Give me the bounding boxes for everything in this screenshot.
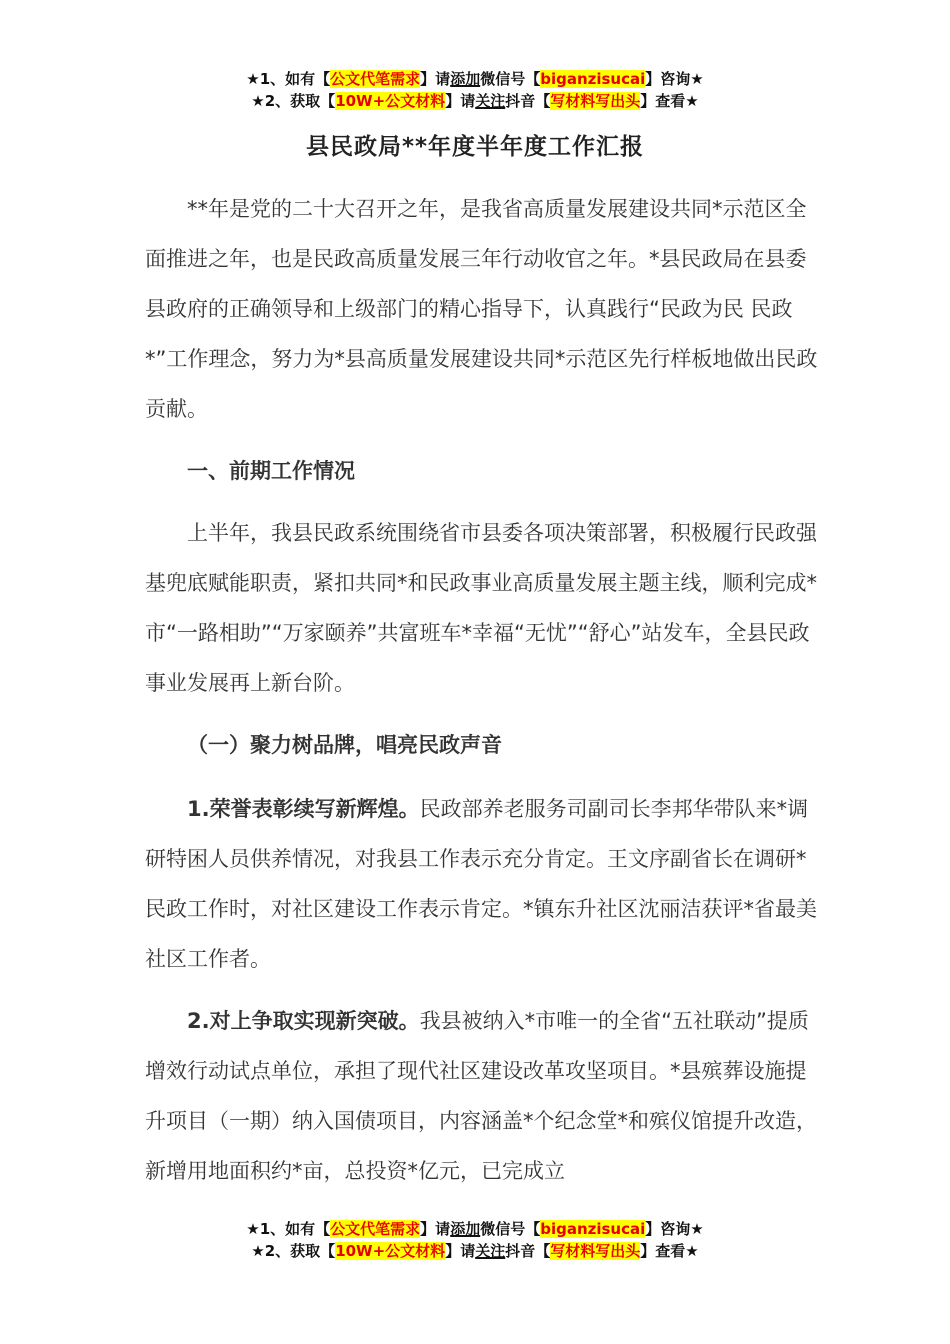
section-paragraph: 上半年，我县民政系统围绕省市县委各项决策部署，积极履行民政强基兜底赋能职责，紧扣共同*和民政事业高质量发展主题主线，顺利完成*市“一路相助”“万家颐养”共富班车*幸福“无忧”“舒心”站发车，全县民政事业发展再上新台阶。 — [145, 521, 817, 695]
header-banner — [0, 68, 950, 112]
banner-text: 】请 — [420, 1220, 451, 1238]
banner-text: 抖音【 — [505, 92, 551, 110]
section-1-paragraph-block — [145, 508, 825, 708]
banner-text: 】请 — [445, 1242, 476, 1260]
footer-banner — [0, 1218, 950, 1262]
banner-highlight-douyin: 写材料写出头 — [550, 92, 641, 110]
banner-line-1 — [0, 68, 950, 90]
banner-text: 】请 — [445, 92, 476, 110]
section-1-block — [145, 446, 825, 496]
item-2-block — [145, 996, 825, 1196]
banner-text: 微信号【 — [480, 70, 541, 88]
banner-text: 微信号【 — [480, 1220, 541, 1238]
banner-highlight-service: 公文代笔需求 — [330, 1220, 421, 1238]
banner-text: 】查看★ — [640, 92, 699, 110]
item-lead: 2.对上争取实现新突破。 — [187, 1009, 420, 1033]
banner-underline: 关注 — [475, 1242, 506, 1260]
list-item — [145, 996, 825, 1196]
banner-underline: 添加 — [450, 1220, 481, 1238]
document-title: 县民政局**年度半年度工作汇报 — [305, 134, 645, 160]
subsection-block — [145, 720, 825, 770]
banner-highlight-wechat: biganzisucai — [540, 70, 646, 88]
banner-highlight-douyin: 写材料写出头 — [550, 1242, 641, 1260]
banner-line-2 — [0, 90, 950, 112]
banner-text: 】咨询★ — [645, 1220, 704, 1238]
banner-highlight-wechat: biganzisucai — [540, 1220, 646, 1238]
banner-line-1 — [0, 1218, 950, 1240]
banner-text: 】查看★ — [640, 1242, 699, 1260]
banner-text: ★2、获取【 — [251, 1242, 336, 1260]
item-1-block — [145, 784, 825, 984]
banner-underline: 关注 — [475, 92, 506, 110]
item-text: 我县被纳入*市唯一的全省“五社联动”提质增效行动试点单位，承担了现代社区建设改革攻坚项目。*县殡葬设施提升项目（一期）纳入国债项目，内容涵盖*个纪念堂*和殡仪馆提升改造，新增用地面积约*亩，总投资*亿元，已完成立 — [145, 1009, 817, 1183]
item-text: 民政部养老服务司副司长李邦华带队来*调研特困人员供养情况，对我县工作表示充分肯定。王文序副省长在调研*民政工作时，对社区建设工作表示肯定。*镇东升社区沈丽洁获评*省最美社区工作者。 — [145, 797, 817, 971]
banner-text: 】请 — [420, 70, 451, 88]
banner-highlight-materials: 10W+公文材料 — [335, 92, 446, 110]
intro-paragraph: **年是党的二十大召开之年，是我省高质量发展建设共同*示范区全面推进之年，也是民政高质量发展三年行动收官之年。*县民政局在县委县政府的正确领导和上级部门的精心指导下，认真践行“民政为民 民政*”工作理念，努力为*县高质量发展建设共同*示范区先行样板地做出民政贡献。 — [145, 197, 818, 421]
section-heading: 一、前期工作情况 — [187, 459, 355, 483]
banner-line-2 — [0, 1240, 950, 1262]
list-item — [145, 784, 825, 984]
intro-block — [145, 184, 825, 434]
banner-text: ★1、如有【 — [246, 1220, 331, 1238]
banner-text: ★2、获取【 — [251, 92, 336, 110]
banner-text: 抖音【 — [505, 1242, 551, 1260]
banner-underline: 添加 — [450, 70, 481, 88]
banner-text: ★1、如有【 — [246, 70, 331, 88]
item-lead: 1.荣誉表彰续写新辉煌。 — [187, 797, 420, 821]
subsection-heading: （一）聚力树品牌，唱亮民政声音 — [187, 733, 502, 757]
banner-highlight-service: 公文代笔需求 — [330, 70, 421, 88]
banner-highlight-materials: 10W+公文材料 — [335, 1242, 446, 1260]
banner-text: 】咨询★ — [645, 70, 704, 88]
